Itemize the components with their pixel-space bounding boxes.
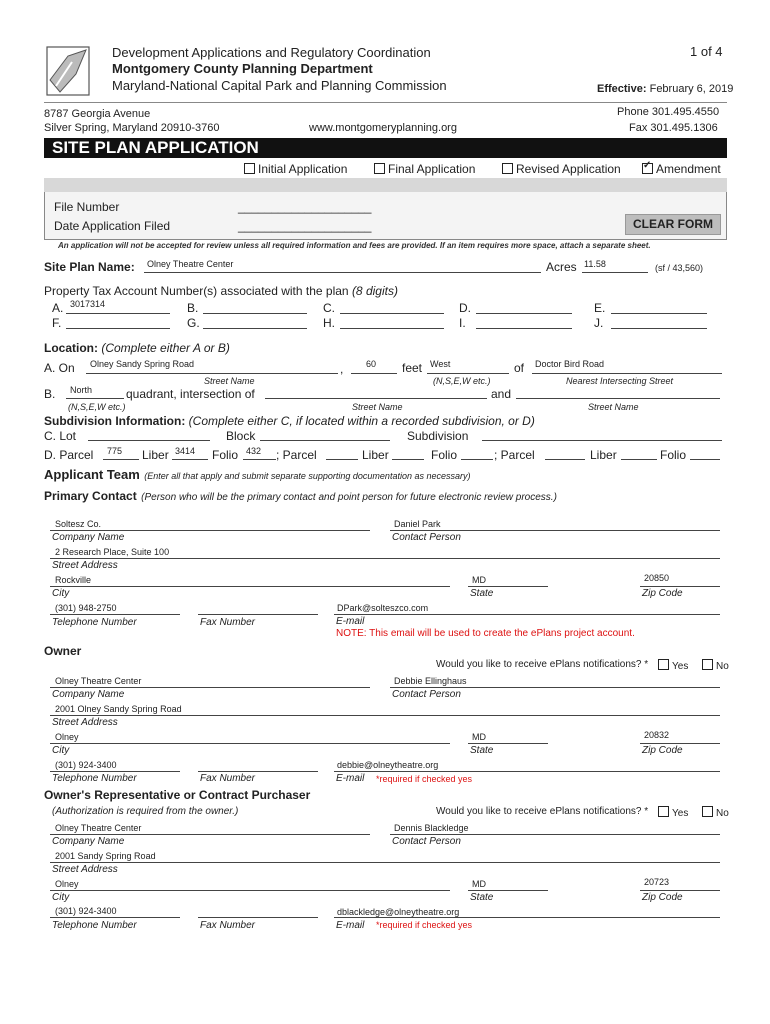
email-note: NOTE: This email will be used to create the ePlans project account. <box>336 628 635 639</box>
date-filed-field[interactable]: ____________________ <box>238 219 372 233</box>
address-line1: 8787 Georgia Avenue <box>44 108 151 120</box>
tax-d-label: D. <box>459 301 471 315</box>
owner-email-value[interactable]: debbie@olneytheatre.org <box>337 760 439 770</box>
checkbox-box[interactable] <box>244 163 255 174</box>
checkbox-label: Final Application <box>388 162 476 176</box>
primary-email-value[interactable]: DPark@solteszco.com <box>337 603 429 613</box>
primary-state-label: State <box>470 588 494 599</box>
location-b-quadrant-value[interactable]: North <box>70 385 93 395</box>
tax-c-label: C. <box>323 301 335 315</box>
subdivision-field-label: Subdivision <box>407 429 469 443</box>
b-street-caption-2: Street Name <box>588 402 639 412</box>
liber-value[interactable]: 3414 <box>175 446 196 456</box>
location-a-feet-value[interactable]: 60 <box>366 359 377 369</box>
parcel2-label: ; Parcel <box>276 448 317 462</box>
folio-label: Folio <box>212 448 239 462</box>
rep-eplans-question: Would you like to receive ePlans notifications? * <box>436 806 649 817</box>
site-plan-name-label: Site Plan Name: <box>44 260 135 274</box>
rep-state-value[interactable]: MD <box>472 879 486 889</box>
tax-j-label: J. <box>594 316 604 330</box>
owner-street-label: Street Address <box>52 717 118 728</box>
checkbox-label: Revised Application <box>516 162 621 176</box>
effective-date-value: February 6, 2019 <box>649 83 734 95</box>
acres-value[interactable]: 11.58 <box>584 259 606 269</box>
primary-zip-label: Zip Code <box>642 588 683 599</box>
location-label: Location: <box>44 341 98 355</box>
rep-state-label: State <box>470 892 494 903</box>
checkbox-box[interactable] <box>702 806 713 817</box>
site-plan-name-value[interactable]: Olney Theatre Center <box>147 259 234 269</box>
form-title: SITE PLAN APPLICATION <box>52 138 259 157</box>
b-street-caption-1: Street Name <box>352 402 403 412</box>
primary-city-label: City <box>52 588 70 599</box>
owner-eplans-question: Would you like to receive ePlans notifications? * <box>436 659 649 670</box>
checkbox-label: Amendment <box>656 162 721 176</box>
primary-zip-value[interactable]: 20850 <box>644 573 670 583</box>
primary-company-label: Company Name <box>52 532 125 543</box>
location-heading <box>44 341 230 355</box>
location-a-on: A. On <box>44 361 75 375</box>
owner-street-value[interactable]: 2001 Olney Sandy Spring Road <box>55 704 182 714</box>
location-a-intersect-value[interactable]: Doctor Bird Road <box>535 359 605 369</box>
primary-contact-label: Contact Person <box>392 532 461 543</box>
rep-email-value[interactable]: dblackledge@olneytheatre.org <box>337 907 460 917</box>
primary-contact-value[interactable]: Daniel Park <box>394 519 441 529</box>
yes-label: Yes <box>672 661 689 672</box>
rep-contact-label: Contact Person <box>392 836 461 847</box>
subdivision-hint: (Complete either C, if located within a recorded subdivision, or D) <box>188 414 535 428</box>
block-label: Block <box>226 429 256 443</box>
subdivision-heading <box>44 414 535 428</box>
applicant-team-hint: (Enter all that apply and submit separate supporting documentation as necessary) <box>144 471 471 481</box>
office-use-band <box>44 178 727 192</box>
applicant-team-title: Applicant Team <box>44 467 140 482</box>
liber2-label: Liber <box>362 448 389 462</box>
owner-company-value[interactable]: Olney Theatre Center <box>55 676 142 686</box>
rep-street-label: Street Address <box>52 864 118 875</box>
location-b-label: B. <box>44 387 56 401</box>
b-direction-caption: (N,S,E,W etc.) <box>68 402 126 412</box>
rep-heading: Owner's Representative or Contract Purchaser <box>44 788 311 802</box>
rep-telephone-label: Telephone Number <box>52 920 137 931</box>
rep-company-value[interactable]: Olney Theatre Center <box>55 823 142 833</box>
notice-text: An application will not be accepted for review unless all required information and fees are provided. If an item requires more space, attach a separate sheet. <box>58 241 651 250</box>
owner-city-value[interactable]: Olney <box>55 732 79 742</box>
subdivision-label: Subdivision Information: <box>44 414 186 428</box>
primary-contact-hint: (Person who will be the primary contact and point person for future electronic review process.) <box>141 492 557 503</box>
planning-logo <box>46 46 90 96</box>
parcel-value[interactable]: 775 <box>107 446 123 456</box>
page-number: 1 of 4 <box>690 44 723 59</box>
of-label: of <box>514 361 525 375</box>
acres-label: Acres <box>546 260 577 274</box>
phone: Phone 301.495.4550 <box>617 106 720 118</box>
checkbox-box[interactable] <box>502 163 513 174</box>
tax-g-label: G. <box>187 316 200 330</box>
tax-i-label: I. <box>459 316 466 330</box>
rep-city-label: City <box>52 892 70 903</box>
parcel3-label: ; Parcel <box>494 448 535 462</box>
owner-company-label: Company Name <box>52 689 125 700</box>
primary-city-value[interactable]: Rockville <box>55 575 92 585</box>
primary-contact-title: Primary Contact <box>44 489 137 503</box>
checkbox-label: Initial Application <box>258 162 348 176</box>
checkbox-final-application[interactable] <box>374 162 475 176</box>
tax-b-label: B. <box>187 301 199 315</box>
tax-h-label: H. <box>323 316 335 330</box>
street-name-caption: Street Name <box>204 376 255 386</box>
owner-zip-label: Zip Code <box>642 745 683 756</box>
rep-company-label: Company Name <box>52 836 125 847</box>
yes-label: Yes <box>672 808 689 819</box>
rep-hint: (Authorization is required from the owner.) <box>52 806 239 817</box>
primary-street-label: Street Address <box>52 560 118 571</box>
folio-value[interactable]: 432 <box>246 446 262 456</box>
and-label: and <box>491 387 512 401</box>
location-a-street-value[interactable]: Olney Sandy Spring Road <box>90 359 195 369</box>
checkbox-box[interactable] <box>658 659 669 670</box>
folio3-label: Folio <box>660 448 687 462</box>
no-label: No <box>716 661 729 672</box>
owner-eplans-no[interactable] <box>702 659 729 672</box>
owner-zip-value[interactable]: 20832 <box>644 730 670 740</box>
tax-account-label-text: Property Tax Account Number(s) associated with the plan <box>44 284 349 298</box>
rep-eplans-no[interactable] <box>702 806 729 819</box>
liber-label: Liber <box>142 448 169 462</box>
nearest-street-caption: Nearest Intersecting Street <box>566 376 674 386</box>
rep-email-label: E-mail <box>336 920 365 931</box>
rep-telephone-value[interactable]: (301) 924-3400 <box>55 906 117 916</box>
owner-fax-label: Fax Number <box>200 773 256 784</box>
owner-eplans-yes[interactable] <box>658 659 688 672</box>
date-filed-label: Date Application Filed <box>54 219 171 233</box>
parcel-label: D. Parcel <box>44 448 94 462</box>
owner-heading: Owner <box>44 644 82 658</box>
rep-city-value[interactable]: Olney <box>55 879 79 889</box>
owner-state-label: State <box>470 745 494 756</box>
owner-required-note: *required if checked yes <box>376 774 473 784</box>
checkbox-box[interactable] <box>374 163 385 174</box>
effective-date <box>597 83 733 95</box>
tax-account-hint: (8 digits) <box>351 284 398 298</box>
primary-contact-heading <box>44 487 557 505</box>
checkbox-box[interactable] <box>702 659 713 670</box>
file-number-label: File Number <box>54 200 120 214</box>
rep-eplans-yes[interactable] <box>658 806 688 819</box>
checkbox-initial-application[interactable] <box>244 162 347 176</box>
acres-formula: (sf / 43,560) <box>655 263 704 273</box>
rep-zip-value[interactable]: 20723 <box>644 877 670 887</box>
rep-fax-label: Fax Number <box>200 920 256 931</box>
owner-contact-label: Contact Person <box>392 689 461 700</box>
primary-telephone-value[interactable]: (301) 948-2750 <box>55 603 117 613</box>
feet-label: feet <box>402 361 423 375</box>
checkbox-revised-application[interactable] <box>502 162 621 176</box>
owner-city-label: City <box>52 745 70 756</box>
owner-telephone-label: Telephone Number <box>52 773 137 784</box>
checkbox-amendment[interactable] <box>642 162 721 176</box>
checkbox-box[interactable] <box>658 806 669 817</box>
rep-street-value[interactable]: 2001 Sandy Spring Road <box>55 851 156 861</box>
header-dept-line2: Montgomery County Planning Department <box>112 61 373 76</box>
primary-state-value[interactable]: MD <box>472 575 486 585</box>
fax: Fax 301.495.1306 <box>629 122 718 134</box>
header-dept-line3: Maryland-National Capital Park and Planning Commission <box>112 78 447 93</box>
primary-street-value[interactable]: 2 Research Place, Suite 100 <box>55 547 170 557</box>
address-line2: Silver Spring, Maryland 20910-3760 <box>44 122 220 134</box>
effective-label: Effective: <box>597 83 647 95</box>
owner-state-value[interactable]: MD <box>472 732 486 742</box>
tax-f-label: F. <box>52 316 62 330</box>
no-label: No <box>716 808 729 819</box>
lot-label: C. Lot <box>44 429 77 443</box>
tax-a-label: A. <box>52 301 64 315</box>
primary-fax-label: Fax Number <box>200 617 256 628</box>
primary-company-value[interactable]: Soltesz Co. <box>55 519 102 529</box>
liber3-label: Liber <box>590 448 617 462</box>
primary-email-label: E-mail <box>336 616 365 627</box>
owner-contact-value[interactable]: Debbie Ellinghaus <box>394 676 467 686</box>
primary-telephone-label: Telephone Number <box>52 617 137 628</box>
website: www.montgomeryplanning.org <box>309 122 457 134</box>
file-number-field[interactable]: ____________________ <box>238 200 372 214</box>
location-hint: (Complete either A or B) <box>101 341 230 355</box>
folio2-label: Folio <box>431 448 458 462</box>
rep-contact-value[interactable]: Dennis Blackledge <box>394 823 469 833</box>
applicant-team-heading <box>44 466 470 484</box>
tax-account-label <box>44 284 398 298</box>
quadrant-label: quadrant, intersection of <box>126 387 255 401</box>
rep-required-note: *required if checked yes <box>376 920 473 930</box>
tax-e-label: E. <box>594 301 606 315</box>
location-a-direction-value[interactable]: West <box>430 359 451 369</box>
tax-a-value[interactable]: 3017314 <box>70 299 106 309</box>
rep-zip-label: Zip Code <box>642 892 683 903</box>
owner-email-label: E-mail <box>336 773 365 784</box>
clear-form-button[interactable]: CLEAR FORM <box>625 214 721 235</box>
header-dept-line1: Development Applications and Regulatory Coordination <box>112 45 431 60</box>
direction-caption: (N,S,E,W etc.) <box>433 376 491 386</box>
comma: , <box>340 362 344 376</box>
owner-telephone-value[interactable]: (301) 924-3400 <box>55 760 117 770</box>
checkbox-box[interactable] <box>642 163 653 174</box>
